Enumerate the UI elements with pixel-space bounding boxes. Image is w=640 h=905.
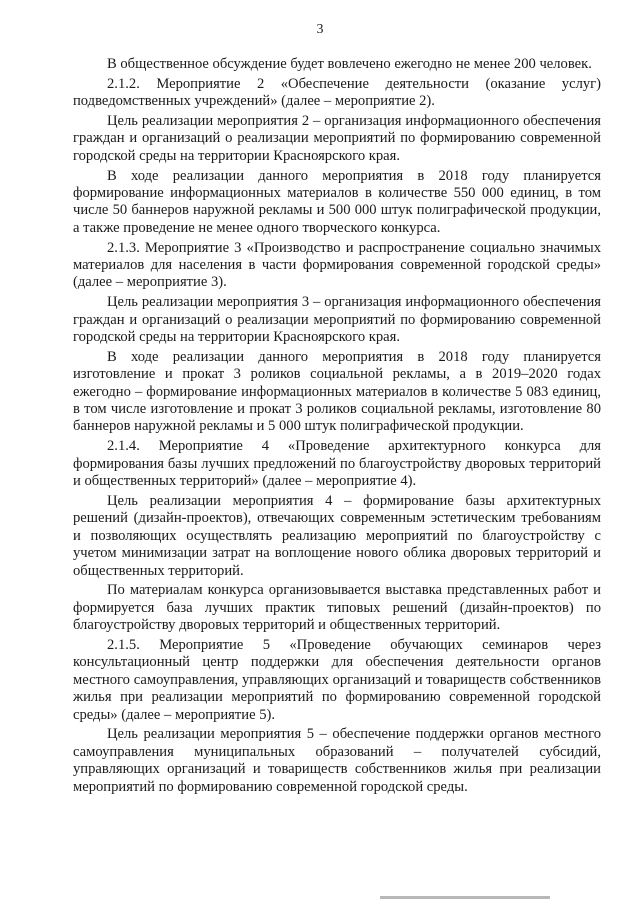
paragraph-measure-3-plan: В ходе реализации данного мероприятия в 2018 году планируется изготовление и прокат 3 роликов социальной рекламы, а в 2019–2020 годах ежегодно – формирование информационных материалов в количестве 5 083 единиц, в том числе изготовление и прокат 3 роликов социальной рекламы, изготовление 80 баннеров наружной рекламы и 5 000 штук полиграфической продукции. [73,348,601,435]
page-number: 3 [316,22,324,37]
document-body [73,56,601,796]
paragraph-measure-2-heading: 2.1.2. Мероприятие 2 «Обеспечение деятельности (оказание услуг) подведомственных учреждений» (далее – мероприятие 2). [73,75,601,110]
paragraph-measure-5-heading: 2.1.5. Мероприятие 5 «Проведение обучающих семинаров через консультационный центр поддержки для обеспечения деятельности органов местного самоуправления, управляющих организаций и товариществ собственников жилья при реализации мероприятий по формированию современной городской среды» (далее – мероприятие 5). [73,636,601,723]
paragraph-measure-3-goal: Цель реализации мероприятия 3 – организация информационного обеспечения граждан и организаций о реализации мероприятий по формированию современной городской среды на территории Красноярского края. [73,294,601,346]
paragraph-measure-4-heading: 2.1.4. Мероприятие 4 «Проведение архитектурного конкурса для формирования базы лучших предложений по благоустройству дворовых территорий и общественных территорий» (далее – мероприятие 4). [73,438,601,490]
paragraph-measure-2-plan: В ходе реализации данного мероприятия в 2018 году планируется формирование информационных материалов в количестве 550 000 единиц, в том числе 50 баннеров наружной рекламы и 500 000 штук полиграфической продукции, а также проведение не менее одного творческого конкурса. [73,167,601,236]
paragraph-public-discussion: В общественное обсуждение будет вовлечено ежегодно не менее 200 человек. [107,56,592,72]
paragraph-measure-4-goal: Цель реализации мероприятия 4 – формирование базы архитектурных решений (дизайн-проектов), отвечающих современным эстетическим требованиям и позволяющих осуществлять реализацию мероприятий по благоустройству с учетом минимизации затрат на воплощение нового облика дворовых территорий и общественных территорий. [73,492,601,579]
paragraph-measure-5-goal: Цель реализации мероприятия 5 – обеспечение поддержки органов местного самоуправления муниципальных образований – получателей субсидий, управляющих организаций и товариществ собственников жилья при реализации мероприятий по формированию современной городской среды. [73,726,601,795]
paragraph-measure-2-goal: Цель реализации мероприятия 2 – организация информационного обеспечения граждан и организаций о реализации мероприятий по формированию современной городской среды на территории Красноярского края. [73,113,601,164]
paragraph-measure-4-exhibition: По материалам конкурса организовывается выставка представленных работ и формируется база лучших практик типовых решений (дизайн-проектов) по благоустройству дворовых территорий и общественных территорий. [73,582,601,634]
paragraph-measure-3-heading: 2.1.3. Мероприятие 3 «Производство и распространение социально значимых материалов для населения в части формирования современной городской среды» (далее – мероприятие 3). [73,239,601,291]
scan-artifact-line [380,896,550,899]
